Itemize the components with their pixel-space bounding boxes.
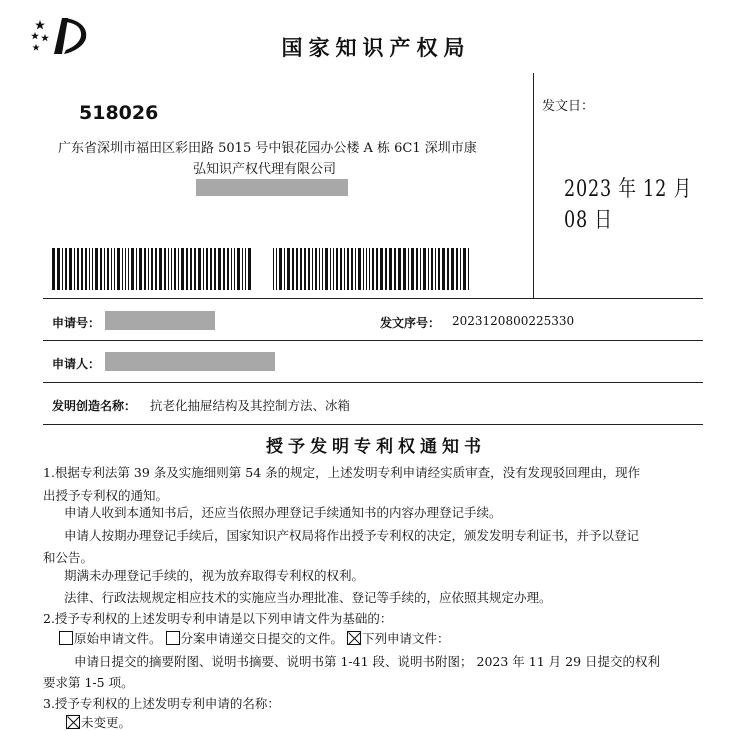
barcode-bar <box>312 248 313 290</box>
address-line-1: 广东省深圳市福田区彩田路 5015 号中银花园办公楼 A 栋 6C1 深圳市康 <box>58 141 477 156</box>
barcode-bar <box>65 248 67 290</box>
barcode-bar <box>95 248 98 290</box>
barcode-bar <box>428 248 429 290</box>
barcode-bar <box>206 248 208 290</box>
barcode-bar <box>380 248 383 290</box>
barcode-bar <box>369 248 370 290</box>
dispatch-no-label: 发文序号： <box>380 316 441 330</box>
dispatch-no-value: 2023120800225330 <box>452 314 575 328</box>
barcode-bar <box>394 248 396 290</box>
barcode-bar <box>198 248 201 290</box>
application-no-label: 申请号： <box>52 316 101 330</box>
barcode-bar <box>117 248 120 290</box>
barcode-bar <box>403 248 406 290</box>
frame-divider-vertical <box>533 73 534 298</box>
barcode-bar <box>178 248 179 290</box>
barcode-bar <box>148 248 149 290</box>
barcode-bar <box>114 248 115 290</box>
checkbox-original-unchecked[interactable] <box>59 631 73 645</box>
barcode-bar <box>442 248 445 290</box>
barcode-bar <box>333 248 334 290</box>
barcode-bar <box>144 248 146 290</box>
barcode-bar <box>273 248 274 290</box>
notice-line: 1.根据专利法第 39 条及实施细则第 54 条的规定，上述发明专利申请经实质审查，没有发现驳回理由，现作 <box>43 465 641 480</box>
frame-line <box>43 382 703 383</box>
barcode-bar <box>174 248 176 290</box>
barcode-bar <box>355 248 356 290</box>
barcode-bar <box>358 248 361 290</box>
barcode-bar <box>456 248 458 290</box>
barcode-bar <box>416 248 418 290</box>
barcode-bar <box>336 248 338 290</box>
barcode-bar <box>347 248 349 290</box>
barcode-left <box>52 248 257 290</box>
notice-line: 2.授予专利权的上述发明专利申请是以下列申请文件为基础的： <box>43 611 393 626</box>
barcode-bar <box>77 248 79 290</box>
barcode-bar <box>131 248 134 290</box>
notice-line: 要求第 1-5 项。 <box>43 675 134 690</box>
postcode: 518026 <box>79 102 159 124</box>
barcode-bar <box>136 248 137 290</box>
barcode-bar <box>223 248 225 290</box>
barcode-bar <box>376 248 378 290</box>
barcode-bar <box>214 248 216 290</box>
barcode-bar <box>104 248 105 290</box>
barcode-bar <box>460 248 461 290</box>
notice-line: 出授予专利权的通知。 <box>43 488 169 503</box>
barcode-bar <box>171 248 172 290</box>
barcode-bar <box>319 248 320 290</box>
unchanged-label: 未变更。 <box>81 715 132 730</box>
barcode-bar <box>237 248 240 290</box>
barcode-bar <box>431 248 433 290</box>
barcode-bar <box>227 248 229 290</box>
notice-line: 申请人收到本通知书后，还应当依照办理登记手续通知书的内容办理登记手续。 <box>64 505 502 520</box>
barcode-bar <box>122 248 123 290</box>
barcode-bar <box>315 248 317 290</box>
barcode-bar <box>52 248 55 290</box>
redacted-applicant <box>105 352 275 371</box>
barcode-bar <box>279 248 282 290</box>
barcode-bar <box>69 248 72 290</box>
barcode-bar <box>100 248 102 290</box>
barcode-bar <box>408 248 409 290</box>
barcode-bar <box>435 248 436 290</box>
checkbox-following-checked[interactable] <box>347 631 361 645</box>
frame-line <box>43 340 703 341</box>
barcode-bar <box>340 248 342 290</box>
barcode-bar <box>139 248 142 290</box>
frame-line <box>43 424 703 425</box>
checkbox-divisional-unchecked[interactable] <box>166 631 180 645</box>
barcode-bar <box>330 248 331 290</box>
barcode-bar <box>245 248 246 290</box>
barcode-bar <box>372 248 374 290</box>
document-basis-options <box>59 629 450 647</box>
barcode-bar <box>398 248 401 290</box>
redacted-application-no <box>105 311 215 330</box>
barcode-bar <box>85 248 87 290</box>
barcode-bar <box>92 248 93 290</box>
barcode-bar <box>159 248 162 290</box>
barcode-bar <box>304 248 306 290</box>
barcode-bar <box>151 248 153 290</box>
barcode-bar <box>218 248 221 290</box>
barcode-bar <box>385 248 387 290</box>
barcode-bar <box>194 248 196 290</box>
dispatch-date-label: 发文日： <box>542 99 595 114</box>
option-following-label: 下列申请文件： <box>362 631 450 646</box>
barcode-bar <box>186 248 188 290</box>
barcode-bar <box>308 248 310 290</box>
barcode-bar <box>248 248 251 290</box>
frame-line <box>43 298 703 299</box>
applicant-label: 申请人： <box>52 357 101 371</box>
barcode-bar <box>423 248 426 290</box>
notice-line: 申请人按期办理登记手续后，国家知识产权局将作出授予专利权的决定，颁发发明专利证书，并予以登记 <box>64 528 640 543</box>
barcode-bar <box>366 248 367 290</box>
notice-title: 授予发明专利权通知书 <box>266 437 486 457</box>
barcode-bar <box>287 248 290 290</box>
barcode-bar <box>111 248 112 290</box>
barcode-bar <box>107 248 109 290</box>
barcode-bar <box>296 248 298 290</box>
barcode-bar <box>234 248 235 290</box>
barcode-bar <box>128 248 129 290</box>
barcode-bar <box>164 248 166 290</box>
notice-line: 法律、行政法规规定相应技术的实施应当办理批准、登记等手续的，应依照其规定办理。 <box>64 590 552 605</box>
notice-line: 和公告。 <box>43 550 94 565</box>
barcode-right <box>273 248 473 290</box>
office-title: 国家知识产权局 <box>281 35 471 60</box>
barcode-bar <box>351 248 353 290</box>
barcode-bar <box>89 248 90 290</box>
barcode-bar <box>363 248 364 290</box>
barcode-bar <box>125 248 126 290</box>
barcode-bar <box>276 248 277 290</box>
notice-line: 期满未办理登记手续的，视为放弃取得专利权的权利。 <box>64 568 365 583</box>
barcode-bar <box>438 248 440 290</box>
dispatch-date-value: 2023 年 12 月 08 日 <box>564 177 692 233</box>
barcode-bar <box>242 248 243 290</box>
barcode-bar <box>210 248 212 290</box>
barcode-bar <box>325 248 328 290</box>
redacted-recipient-name <box>196 179 348 196</box>
address-line-2: 弘知识产权代理有限公司 <box>193 162 337 177</box>
barcode-bar <box>181 248 184 290</box>
barcode-bar <box>168 248 169 290</box>
checkbox-unchanged-checked[interactable] <box>66 715 80 729</box>
name-unchanged-option <box>66 713 131 731</box>
barcode-bar <box>57 248 60 290</box>
option-original-label: 原始申请文件。 <box>74 631 162 646</box>
barcode-bar <box>447 248 449 290</box>
barcode-bar <box>344 248 345 290</box>
option-divisional-label: 分案申请递交日提交的文件。 <box>180 631 344 646</box>
barcode-bar <box>420 248 421 290</box>
invention-name-label: 发明创造名称： <box>52 399 137 413</box>
barcode-bar <box>451 248 454 290</box>
barcode-bar <box>231 248 232 290</box>
notice-line: 申请日提交的摘要附图、说明书摘要、说明书第 1-41 段、说明书附图； 2023 年 11 月 29 日提交的权利 <box>74 654 660 669</box>
barcode-bar <box>463 248 466 290</box>
notice-line: 3.授予专利权的上述发明专利申请的名称： <box>43 696 280 711</box>
barcode-bar <box>155 248 157 290</box>
barcode-bar <box>190 248 192 290</box>
barcode-bar <box>74 248 75 290</box>
barcode-bar <box>389 248 392 290</box>
barcode-bar <box>411 248 414 290</box>
barcode-bar <box>62 248 63 290</box>
barcode-bar <box>292 248 294 290</box>
barcode-bar <box>203 248 204 290</box>
barcode-bar <box>284 248 285 290</box>
barcode-bar <box>81 248 83 290</box>
barcode-bar <box>300 248 302 290</box>
invention-name-value: 抗老化抽屉结构及其控制方法、冰箱 <box>150 398 351 413</box>
barcode-bar <box>322 248 323 290</box>
barcode-bar <box>468 248 469 290</box>
